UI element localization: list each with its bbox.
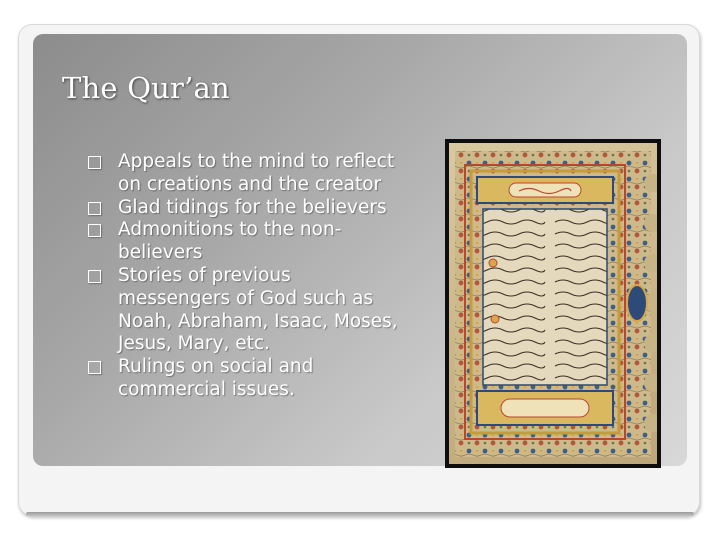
bullet-item bbox=[88, 219, 408, 265]
bullet-item bbox=[88, 356, 408, 402]
bullet-text: Rulings on social and commercial issues. bbox=[118, 356, 314, 400]
bullet-item bbox=[88, 265, 408, 356]
hollow-square-bullet-icon bbox=[88, 361, 101, 374]
hollow-square-bullet-icon bbox=[88, 202, 101, 215]
illuminated-quran-manuscript-page bbox=[445, 139, 661, 468]
bullet-text: Glad tidings for the believers bbox=[118, 196, 387, 218]
slide-title: The Qur’an bbox=[62, 71, 230, 105]
bullet-item bbox=[88, 151, 408, 197]
bullet-list bbox=[88, 151, 408, 402]
bullet-item bbox=[88, 197, 408, 220]
hollow-square-bullet-icon bbox=[88, 224, 101, 237]
bullet-text: Stories of previous messengers of God such as Noah, Abraham, Isaac, Moses, Jesus, Mary, etc. bbox=[118, 264, 398, 355]
hollow-square-bullet-icon bbox=[88, 270, 101, 283]
bullet-text: Admonitions to the non-believers bbox=[118, 219, 342, 264]
frame-bottom-edge bbox=[26, 512, 694, 516]
manuscript-page bbox=[449, 143, 657, 464]
bullet-text: Appeals to the mind to reflect on creations and the creator bbox=[118, 151, 395, 195]
hollow-square-bullet-icon bbox=[88, 156, 101, 169]
